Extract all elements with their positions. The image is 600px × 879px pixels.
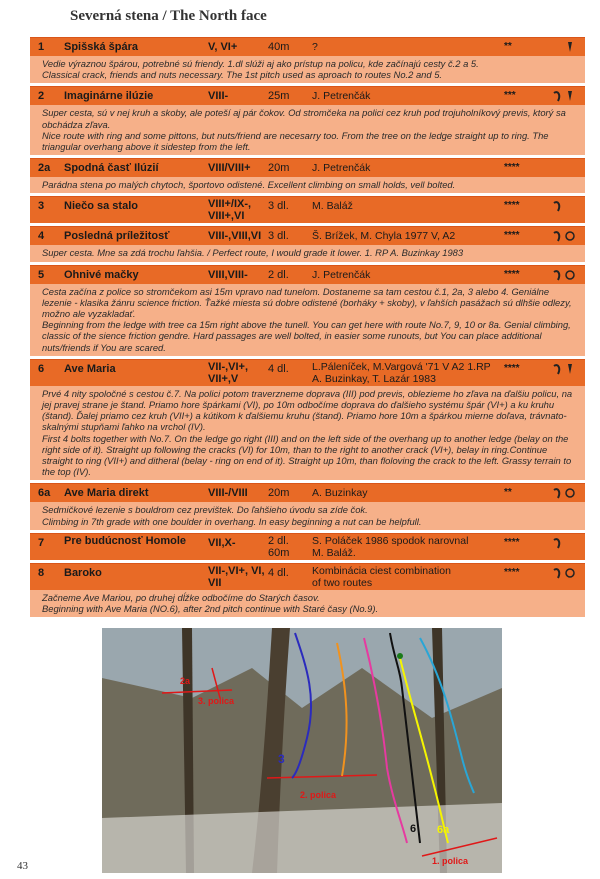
route-description (30, 284, 585, 356)
route-number: 8 (38, 566, 45, 579)
route-number: 4 (38, 230, 45, 243)
quickdraw-icon (550, 229, 580, 246)
route-name: Niečo sa stalo (64, 200, 138, 213)
topo-photo (102, 628, 502, 873)
quickdraw-icon (550, 40, 580, 57)
route-length: 2 dl. 60m (268, 534, 290, 559)
ledge-label-2: 2. polica (300, 790, 337, 800)
route-stars: **** (504, 536, 520, 548)
route-6 (30, 359, 585, 481)
route-4 (30, 226, 585, 261)
route-header (30, 37, 585, 56)
route-label-2a: 2a (180, 676, 191, 686)
route-2 (30, 86, 585, 155)
route-stars: **** (504, 230, 520, 242)
route-header (30, 483, 585, 502)
route-author: L.Páleníček, M.Vargová '71 V A2 1.RP A. Buzinkay, T. Lazár 1983 (312, 360, 491, 385)
topo-drawing (102, 628, 502, 873)
route-grade: VII-,VI+, VII+,V (208, 360, 249, 385)
route-length: 20m (268, 162, 290, 175)
desc-sk: Začneme Ave Mariou, po druhej dĺžke odbočíme do Starých časov. (42, 591, 320, 603)
route-name: Spodná časť Ilúzií (64, 162, 159, 175)
route-description (30, 177, 585, 193)
route-name: Posledná príležitosť (64, 230, 170, 243)
desc-sk: Vedie výraznou špárou, potrebné sú friendy. 1.dl slúži aj ako prístup na policu, kde začínajú cesty č.2 a 5. (42, 58, 479, 69)
route-stars: **** (504, 268, 520, 280)
quickdraw-icon (550, 199, 580, 216)
route-name: Ohnivé mačky (64, 268, 139, 281)
route-length: 40m (268, 41, 290, 53)
route-number: 5 (38, 268, 45, 281)
route-stars: **** (504, 566, 520, 578)
desc-sk: Prvé 4 nity spoločné s cestou č.7. Na polici potom traverzneme doprava (III) pod previs, oblezieme ho zľava na ďalšiu policu, na jej pravej strane je štand. Priamo hore špárkami (VI), po 10m odbočíme doprava do ďalšieho systému špár (VI+) a ku kruhu (štand). Ďalej priamo cez kruh (VII+) a kútikom k ďalšiemu kruhu (štand). Priamo hore 10m a špárkou mierne doľava, trávnato-skalnými stupňami ľahko na vrchol (IV). (42, 387, 573, 433)
anchor-point (397, 653, 403, 659)
route-author: Kombinácia ciest combination of two routes (312, 564, 451, 589)
route-header (30, 158, 585, 177)
route-stars: ** (504, 487, 512, 499)
route-stars: **** (504, 362, 520, 374)
route-length: 4 dl. (268, 362, 289, 375)
quickdraw-icon (550, 486, 580, 503)
route-number: 2 (38, 90, 45, 103)
route-1 (30, 37, 585, 83)
desc-en: Nice route with ring and some pittons, but nuts/friend are necesarry too. From the tree on the ledge straight up to ring. The triangular overhang above it sidestep from the left. (42, 129, 549, 153)
route-length: 2 dl. (268, 268, 289, 281)
route-stars: **** (504, 200, 520, 212)
desc-en: Classical crack, friends and nuts necessary. The 1st pitch used as aproach to routes No.2 and 5. (42, 69, 443, 81)
route-author: J. Petrenčák (312, 90, 371, 103)
quickdraw-icon (550, 566, 580, 583)
route-author: A. Buzinkay (312, 487, 368, 500)
route-name: Ave Maria (64, 362, 116, 375)
desc-en: First 4 bolts together with No.7. On the ledge go right (III) and on the left side of the overhang up to another ledge (belay on the right side of it). Straight up following the cracks (VI) for 10m, than to the right to another crack (VI+), belay in ring.Continue straight to ring (VII+) and ditheral (belay - ring on end of it). Straight up 10m, than floloving the crack to the left. Grassy terrain to the top (IV). (42, 432, 572, 478)
route-author: S. Poláček 1986 spodok narovnal M. Baláž. (312, 534, 469, 559)
route-length: 3 dl. (268, 200, 289, 213)
route-label-6a: 6a (437, 824, 450, 836)
route-name: Spišská špára (64, 41, 138, 53)
quickdraw-icon (550, 362, 580, 379)
route-author: M. Baláž (312, 200, 353, 213)
route-stars: ** (504, 41, 512, 52)
route-grade: V, VI+ (208, 41, 238, 53)
route-6a (30, 483, 585, 529)
route-stars: *** (504, 90, 516, 102)
desc-en: Beginning with Ave Maria (NO.6), after 2nd pitch continue with Staré časy (No.9). (42, 603, 379, 615)
route-description (30, 386, 585, 481)
route-number: 1 (38, 41, 45, 53)
route-author: Š. Brížek, M. Chyla 1977 V, A2 (312, 230, 456, 243)
route-number: 3 (38, 200, 45, 213)
route-header (30, 86, 585, 105)
route-2a (30, 158, 585, 193)
route-length: 20m (268, 487, 290, 500)
route-number: 6a (38, 487, 51, 500)
route-grade: VIII+/IX-, VIII+,VI (208, 198, 252, 223)
route-name: Imaginárne ilúzie (64, 90, 154, 103)
route-header (30, 533, 585, 560)
ledge-label-3: 3. polica (198, 696, 235, 706)
route-3 (30, 196, 585, 223)
route-stars: **** (504, 162, 520, 174)
route-label-6: 6 (410, 823, 417, 835)
route-header (30, 359, 585, 386)
route-author: J. Petrenčák (312, 162, 371, 175)
route-name: Baroko (64, 566, 102, 579)
route-label-3: 3 (278, 752, 285, 766)
route-grade: VIII- (208, 90, 229, 103)
quickdraw-icon (550, 536, 580, 553)
desc-sk: Sedmičkové lezenie s bouldrom cez previštek. Do ľahšieho úvodu sa zíde čok. (42, 504, 368, 516)
route-grade: VIII,VIII- (208, 268, 248, 281)
ledge-label-1: 1. polica (432, 856, 469, 866)
page-number: 43 (17, 860, 28, 872)
route-7 (30, 533, 585, 560)
route-header (30, 226, 585, 245)
route-length: 4 dl. (268, 566, 289, 579)
route-grade: VIII/VIII+ (208, 162, 251, 175)
route-header (30, 196, 585, 223)
route-grade: VII-,VI+, VI, VII (208, 564, 265, 589)
route-grade: VIII-/VIII (208, 487, 248, 500)
route-length: 25m (268, 90, 290, 103)
route-number: 2a (38, 162, 51, 175)
route-description (30, 245, 585, 261)
route-description (30, 590, 585, 617)
route-8 (30, 563, 585, 617)
desc-sk: Super cesta. Mne sa zdá trochu ľahšia. / Perfect route, I would grade it lower. 1. RP A. Buzinkay 1983 (42, 247, 464, 259)
route-name: Ave Maria direkt (64, 487, 149, 500)
route-description (30, 105, 585, 155)
route-name: Pre budúcnosť Homole (64, 534, 187, 547)
page-title: Severná stena / The North face (70, 8, 267, 24)
route-header (30, 563, 585, 590)
route-author: ? (312, 41, 318, 53)
route-author: J. Petrenčák (312, 268, 371, 281)
route-list (30, 37, 585, 620)
quickdraw-icon (550, 89, 580, 106)
route-number: 7 (38, 536, 45, 549)
desc-en: Climbing in 7th grade with one boulder in overhang. In easy beginning a nut can be helpfull. (42, 515, 422, 527)
route-number: 6 (38, 362, 45, 375)
desc-sk: Super cesta, sú v nej kruh a skoby, ale poteší aj pár čokov. Od stromčeka na polici cez kruh pod trojuholníkový previs, ktorý sa obchádza zľava. (42, 107, 566, 130)
route-header (30, 265, 585, 284)
route-description (30, 502, 585, 529)
desc-sk: Cesta začína z police so stromčekom asi 15m vpravo nad tunelom. Dostaneme sa tam cestou č.1, 2a, 3 alebo 4. Geniálne lezenie - klasika žánru science friction. Ťažké miesta sú dobre odistené (borháky + skoby), v ľahších pasážach sú dlhšie odlezy, možno ale vyzakladať. (42, 285, 572, 320)
route-grade: VIII-,VIII,VI (208, 230, 262, 243)
route-5 (30, 265, 585, 356)
desc-en: Beginning from the ledge with tree ca 15m right above the tunell. You can get here with route No.7, 9, 10 or 8a. Genial climbing, classic of the sience friction gendre. Hard passages are well bolted, in easier some runouts, but You can place additional nuts/friends if You are scared. (42, 319, 571, 353)
route-length: 3 dl. (268, 230, 289, 243)
quickdraw-icon (550, 268, 580, 285)
route-grade: VII,X- (208, 536, 236, 549)
route-description (30, 56, 585, 83)
desc-sk: Parádna stena po malých chytoch, športovo odistené. Excellent climbing on small holds, vell bolted. (42, 179, 456, 191)
